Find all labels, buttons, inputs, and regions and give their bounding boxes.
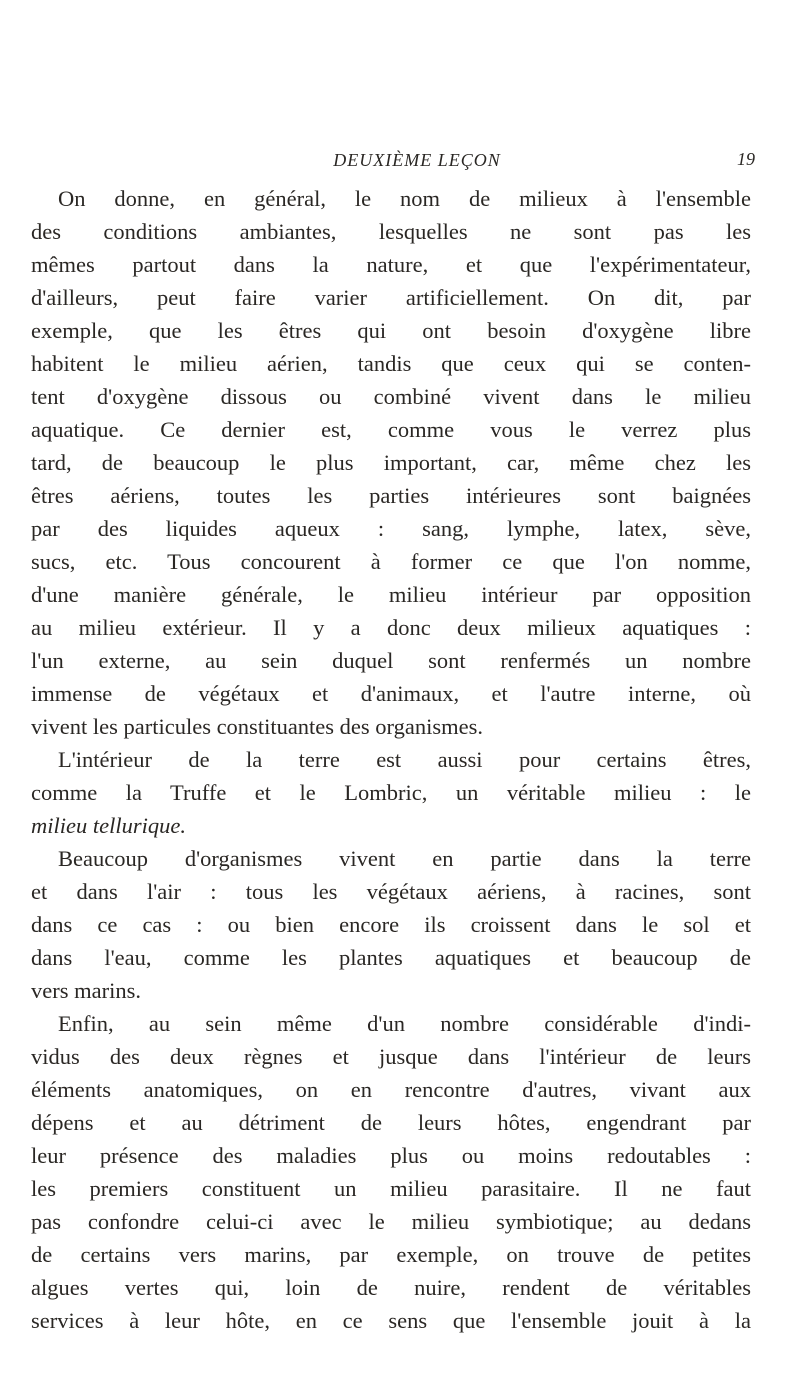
text-line: On donne, en général, le nom de milieux à l'ensemble: [58, 186, 751, 211]
text-line: immense de végétaux et d'animaux, et l'autre interne, où: [31, 681, 751, 706]
text-line: vidus des deux règnes et jusque dans l'intérieur de leurs: [31, 1044, 751, 1069]
text-line: leur présence des maladies plus ou moins redoutables :: [31, 1143, 751, 1168]
text-line: éléments anatomiques, on en rencontre d'autres, vivant aux: [31, 1077, 751, 1102]
text-line: d'une manière générale, le milieu intérieur par opposition: [31, 582, 751, 607]
text-line: tard, de beaucoup le plus important, car, même chez les: [31, 450, 751, 475]
text-line: par des liquides aqueux : sang, lymphe, latex, sève,: [31, 516, 751, 541]
text-line: milieu tellurique.: [31, 813, 186, 838]
running-head-title: DEUXIÈME LEÇON: [333, 150, 501, 170]
text-line: l'un externe, au sein duquel sont renfermés un nombre: [31, 648, 751, 673]
text-line: habitent le milieu aérien, tandis que ceux qui se conten-: [31, 351, 751, 376]
text-line: comme la Truffe et le Lombric, un véritable milieu : le: [31, 780, 751, 805]
text-line: vivent les particules constituantes des organismes.: [31, 714, 483, 739]
text-line: vers marins.: [31, 978, 141, 1003]
text-line: Enfin, au sein même d'un nombre considérable d'indi-: [58, 1011, 751, 1036]
text-line: dépens et au détriment de leurs hôtes, engendrant par: [31, 1110, 751, 1135]
text-line: les premiers constituent un milieu parasitaire. Il ne faut: [31, 1176, 751, 1201]
text-line: tent d'oxygène dissous ou combiné vivent dans le milieu: [31, 384, 751, 409]
text-line: sucs, etc. Tous concourent à former ce que l'on nomme,: [31, 549, 751, 574]
page-number: 19: [737, 149, 755, 169]
text-line: exemple, que les êtres qui ont besoin d'oxygène libre: [31, 318, 751, 343]
text-line: dans l'eau, comme les plantes aquatiques et beaucoup de: [31, 945, 751, 970]
text-line: services à leur hôte, en ce sens que l'ensemble jouit à la: [31, 1308, 751, 1333]
text-line: d'ailleurs, peut faire varier artificiellement. On dit, par: [31, 285, 751, 310]
text-line: des conditions ambiantes, lesquelles ne sont pas les: [31, 219, 751, 244]
text-line: de certains vers marins, par exemple, on trouve de petites: [31, 1242, 751, 1267]
text-line: Beaucoup d'organismes vivent en partie dans la terre: [58, 846, 751, 871]
text-line: au milieu extérieur. Il y a donc deux milieux aquatiques :: [31, 615, 751, 640]
text-line: algues vertes qui, loin de nuire, rendent de véritables: [31, 1275, 751, 1300]
text-line: dans ce cas : ou bien encore ils croissent dans le sol et: [31, 912, 751, 937]
text-line: L'intérieur de la terre est aussi pour certains êtres,: [58, 747, 751, 772]
text-line: aquatique. Ce dernier est, comme vous le verrez plus: [31, 417, 751, 442]
text-line: pas confondre celui-ci avec le milieu symbiotique; au dedans: [31, 1209, 751, 1234]
text-line: et dans l'air : tous les végétaux aériens, à racines, sont: [31, 879, 751, 904]
text-line: mêmes partout dans la nature, et que l'expérimentateur,: [31, 252, 751, 277]
text-line: êtres aériens, toutes les parties intérieures sont baignées: [31, 483, 751, 508]
